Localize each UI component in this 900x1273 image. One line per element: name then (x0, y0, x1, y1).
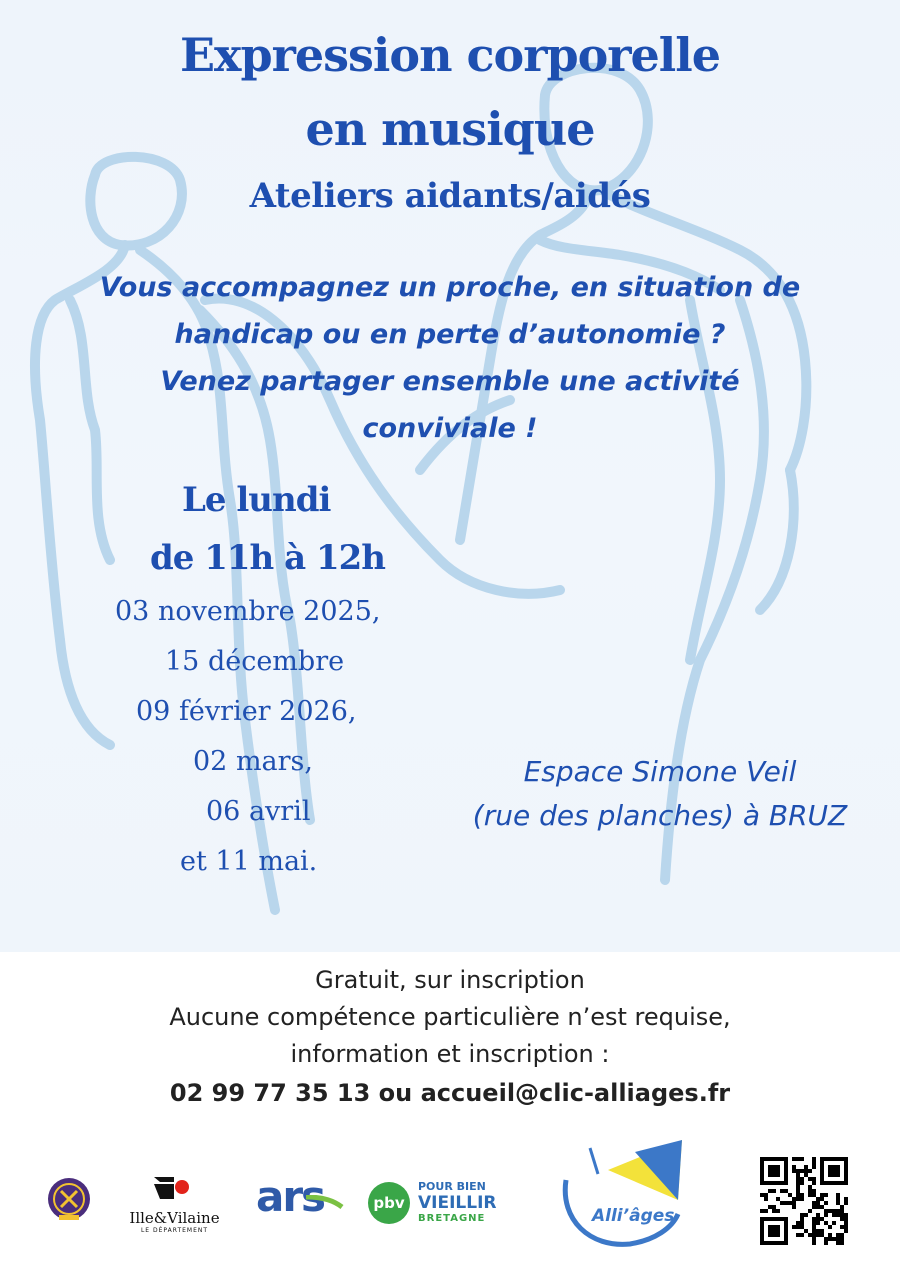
intro-line: handicap ou en perte d’autonomie ? (174, 319, 726, 350)
ars-logo (256, 1172, 346, 1230)
location (460, 750, 860, 838)
pbv-line-2: VIEILLIR (418, 1193, 497, 1213)
intro-text (60, 264, 840, 452)
info-block (0, 962, 900, 1112)
pour-bien-vieillir-logo (368, 1180, 508, 1226)
seal-logo (47, 1177, 91, 1221)
contact-line: 02 99 77 35 13 ou accueil@clic-alliages.fr (169, 1079, 731, 1107)
ille-vilaine-sub: LE DÉPARTEMENT (140, 1227, 209, 1234)
pbv-line-1: POUR BIEN (418, 1180, 486, 1193)
schedule-date: 06 avril (206, 796, 311, 827)
pbv-line-3: BRETAGNE (418, 1213, 486, 1224)
info-line: information et inscription : (290, 1040, 610, 1068)
subtitle: Ateliers aidants/aidés (249, 176, 651, 216)
schedule-date: et 11 mai. (180, 846, 318, 877)
ille-vilaine-name: Ille&Vilaine (129, 1209, 220, 1227)
title-line-1: Expression corporelle (179, 28, 721, 82)
intro-line: Vous accompagnez un proche, en situation de (99, 272, 801, 303)
qr-code-icon (760, 1157, 848, 1245)
location-name: Espace Simone Veil (523, 755, 797, 788)
alliages-logo (560, 1140, 682, 1250)
schedule-time: de 11h à 12h (150, 538, 386, 578)
alliages-wordmark: Alli’âges (592, 1206, 675, 1226)
schedule-date: 03 novembre 2025, (115, 596, 381, 627)
info-line: Aucune compétence particulière n’est requise, (169, 1003, 731, 1031)
schedule-date: 15 décembre (165, 646, 345, 677)
schedule-date: 09 février 2026, (136, 696, 357, 727)
title-line-2: en musique (305, 102, 595, 156)
ars-wordmark: ars (256, 1172, 325, 1221)
info-line: Gratuit, sur inscription (315, 966, 585, 994)
pbv-badge (368, 1182, 410, 1224)
intro-line: conviviale ! (362, 413, 538, 444)
ille-vilaine-logo (127, 1173, 222, 1235)
location-address: (rue des planches) à BRUZ (472, 799, 848, 832)
intro-line: Venez partager ensemble une activité (160, 366, 740, 397)
schedule-day: Le lundi (182, 480, 331, 520)
pbv-badge-text: pbv (373, 1194, 405, 1212)
schedule-date: 02 mars, (193, 746, 313, 777)
